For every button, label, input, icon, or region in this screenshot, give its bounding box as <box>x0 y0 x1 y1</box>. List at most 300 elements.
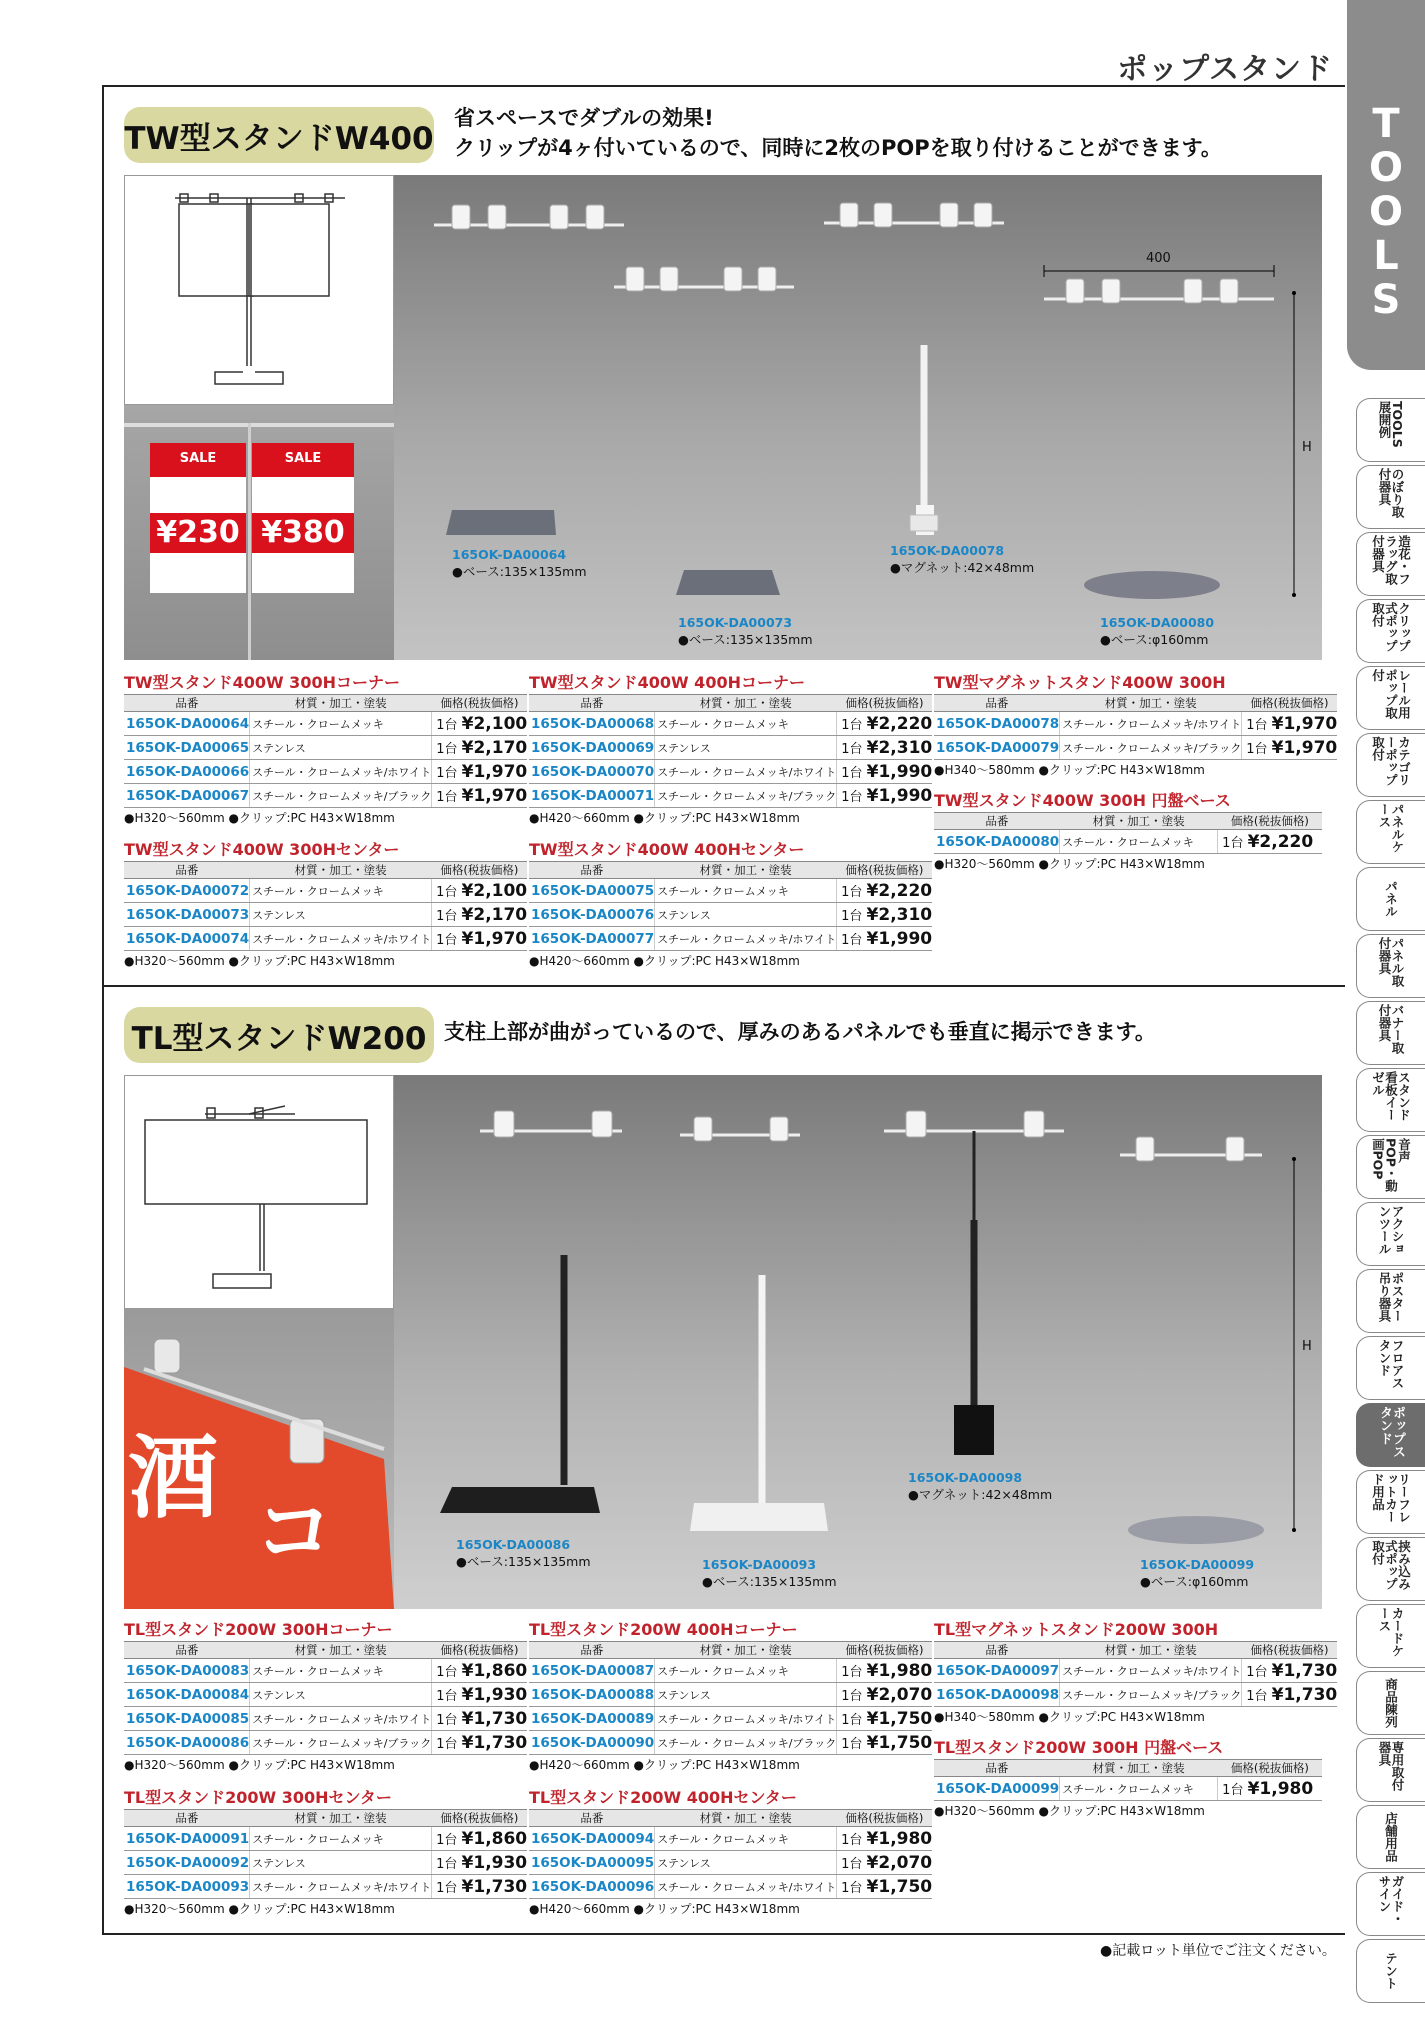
table-row <box>529 736 932 760</box>
tl-usage-photo <box>124 1309 394 1609</box>
price-cell <box>432 1731 528 1755</box>
product-photo <box>394 1075 1322 1609</box>
col-header-material: 材質・加工・塗装 <box>1060 1642 1242 1659</box>
price-table <box>934 1641 1337 1707</box>
index-tab[interactable]: TOOLS展開例 <box>1356 398 1425 462</box>
price-table-title: TL型スタンド200W 300Hセンター <box>124 1788 392 1807</box>
product-code: 165OK-DA00070 <box>529 760 655 784</box>
material: スチール・クロームメッキ/ブラック <box>1060 736 1242 760</box>
unit: 1台 <box>841 1856 863 1872</box>
col-header-price: 価格(税抜価格) <box>432 695 528 712</box>
col-header-price: 価格(税抜価格) <box>432 1810 528 1827</box>
col-header-material: 材質・加工・塗装 <box>655 1642 837 1659</box>
product-code: 165OK-DA00088 <box>529 1683 655 1707</box>
index-tab[interactable]: スタンド看板イーゼル <box>1356 1068 1425 1132</box>
index-tab[interactable]: レール用ポップ取付 <box>1356 666 1425 730</box>
table-row <box>529 784 932 808</box>
col-header-code: 品番 <box>934 813 1060 830</box>
col-header-material: 材質・加工・塗装 <box>250 1642 432 1659</box>
svg-text:酒: 酒 <box>128 1426 218 1531</box>
product-code: 165OK-DA00097 <box>934 1659 1060 1683</box>
stand-tw-2 <box>614 267 794 595</box>
unit: 1台 <box>841 884 863 900</box>
price-cell <box>432 712 528 736</box>
product-code: 165OK-DA00064 <box>124 712 250 736</box>
unit: 1台 <box>436 1712 458 1728</box>
unit: 1台 <box>436 1856 458 1872</box>
spec-note: ●H320〜560mm ●クリップ:PC H43×W18mm <box>124 954 395 968</box>
col-header-price: 価格(税抜価格) <box>432 1642 528 1659</box>
price-table-title: TL型スタンド200W 400Hコーナー <box>529 1620 798 1639</box>
product-spec-label: ●マグネット:42×48mm <box>908 1487 1053 1502</box>
col-header-price: 価格(税抜価格) <box>1242 695 1338 712</box>
tl-stand-drawing <box>125 1076 395 1310</box>
product-code: 165OK-DA00075 <box>529 879 655 903</box>
section-title: TL型スタンドW200 <box>124 1007 434 1063</box>
price-cell <box>837 760 933 784</box>
index-tab[interactable]: カテゴリーポップ取付 <box>1356 733 1425 797</box>
price-cell <box>837 1731 933 1755</box>
table-row <box>529 760 932 784</box>
price: ¥1,730 <box>461 1876 528 1897</box>
product-code: 165OK-DA00092 <box>124 1851 250 1875</box>
spec-note: ●H420〜660mm ●クリップ:PC H43×W18mm <box>529 1758 800 1772</box>
col-header-code: 品番 <box>124 1810 250 1827</box>
price: ¥2,220 <box>866 880 933 901</box>
table-row <box>124 1683 527 1707</box>
product-code: 165OK-DA00079 <box>934 736 1060 760</box>
unit: 1台 <box>436 884 458 900</box>
tools-label-char: O <box>1368 145 1403 191</box>
product-spec-label: ●ベース:φ160mm <box>1100 632 1209 647</box>
product-code: 165OK-DA00084 <box>124 1683 250 1707</box>
index-tab[interactable]: パネル取付器具 <box>1356 934 1425 998</box>
price: ¥1,930 <box>461 1684 528 1705</box>
material: ステンレス <box>250 736 432 760</box>
price-table-block <box>529 672 933 827</box>
price: ¥1,970 <box>1271 713 1338 734</box>
price: ¥1,980 <box>1247 1778 1314 1799</box>
index-tab[interactable]: テント <box>1356 1939 1425 2003</box>
table-row <box>529 1827 932 1851</box>
index-tab[interactable]: 音声POP・動画POP <box>1356 1135 1425 1199</box>
price-cell <box>432 927 528 951</box>
product-code: 165OK-DA00096 <box>529 1875 655 1899</box>
index-tab[interactable]: フロアスタンド <box>1356 1336 1425 1400</box>
price-cell <box>837 1875 933 1899</box>
price-table <box>124 861 527 951</box>
material: スチール・クロームメッキ/ホワイト <box>655 1875 837 1899</box>
product-code: 165OK-DA00098 <box>934 1683 1060 1707</box>
unit: 1台 <box>1246 717 1268 733</box>
price-table-title: TL型スタンド200W 300H 円盤ベース <box>934 1738 1224 1757</box>
col-header-material: 材質・加工・塗装 <box>1060 1760 1218 1777</box>
price: ¥1,990 <box>866 785 933 806</box>
col-header-price: 価格(税抜価格) <box>1218 813 1322 830</box>
material: スチール・クロームメッキ <box>655 1659 837 1683</box>
price-cell <box>837 927 933 951</box>
material: ステンレス <box>250 903 432 927</box>
material: スチール・クロームメッキ/ホワイト <box>250 1875 432 1899</box>
table-row <box>124 736 527 760</box>
price: ¥1,980 <box>866 1828 933 1849</box>
col-header-material: 材質・加工・塗装 <box>250 695 432 712</box>
price: ¥2,310 <box>866 737 933 758</box>
price-table-block <box>124 839 528 970</box>
price: ¥2,100 <box>461 880 528 901</box>
unit: 1台 <box>1222 835 1244 851</box>
price: ¥2,170 <box>461 904 528 925</box>
table-row <box>934 736 1337 760</box>
product-code: 165OK-DA00080 <box>934 830 1060 854</box>
product-code: 165OK-DA00069 <box>529 736 655 760</box>
material: ステンレス <box>655 736 837 760</box>
price: ¥1,970 <box>1271 737 1338 758</box>
catchcopy-line: 省スペースでダブルの効果! <box>454 106 714 130</box>
price-cell <box>837 1707 933 1731</box>
index-tab[interactable]: リーフレットカード用品 <box>1356 1470 1425 1534</box>
tl-stands-photo <box>394 1075 1322 1609</box>
tools-label-char: S <box>1371 277 1401 323</box>
price-cell <box>432 879 528 903</box>
product-code-label: 165OK-DA00098 <box>908 1470 1023 1485</box>
material: スチール・クロームメッキ/ブラック <box>250 1731 432 1755</box>
unit: 1台 <box>436 741 458 757</box>
unit: 1台 <box>436 1664 458 1680</box>
table-row <box>124 927 527 951</box>
page-header <box>0 0 1345 90</box>
price-table-block <box>529 1787 933 1918</box>
table-row <box>529 1707 932 1731</box>
price-table-block <box>529 839 933 970</box>
price-table <box>124 1641 527 1755</box>
material: ステンレス <box>655 1683 837 1707</box>
price-cell <box>432 903 528 927</box>
table-row <box>934 1683 1337 1707</box>
price-table <box>529 694 932 808</box>
unit: 1台 <box>841 741 863 757</box>
price: ¥1,930 <box>461 1852 528 1873</box>
index-tab[interactable]: 店舗用品 <box>1356 1805 1425 1869</box>
price-cell <box>432 760 528 784</box>
product-code: 165OK-DA00071 <box>529 784 655 808</box>
col-header-code: 品番 <box>934 1760 1060 1777</box>
unit: 1台 <box>436 765 458 781</box>
price-cell <box>432 1659 528 1683</box>
price-table <box>529 1809 932 1899</box>
price: ¥1,990 <box>866 928 933 949</box>
price-cell <box>837 784 933 808</box>
table-row <box>529 927 932 951</box>
index-tab[interactable]: 造花・フラッグ取付器具 <box>1356 532 1425 596</box>
price-cell <box>837 736 933 760</box>
product-code: 165OK-DA00067 <box>124 784 250 808</box>
material: スチール・クロームメッキ <box>655 879 837 903</box>
price-table <box>934 1759 1322 1801</box>
col-header-code: 品番 <box>934 1642 1060 1659</box>
col-header-material: 材質・加工・塗装 <box>1060 695 1242 712</box>
product-code: 165OK-DA00093 <box>124 1875 250 1899</box>
table-row <box>529 1731 932 1755</box>
col-header-price: 価格(税抜価格) <box>1218 1760 1322 1777</box>
col-header-material: 材質・加工・塗装 <box>1060 813 1218 830</box>
table-row <box>124 784 527 808</box>
spec-note: ●H340〜580mm ●クリップ:PC H43×W18mm <box>934 763 1205 777</box>
product-code: 165OK-DA00068 <box>529 712 655 736</box>
material: スチール・クロームメッキ <box>655 712 837 736</box>
material: スチール・クロームメッキ/ホワイト <box>1060 1659 1242 1683</box>
unit: 1台 <box>841 765 863 781</box>
col-header-material: 材質・加工・塗装 <box>655 862 837 879</box>
tl-stand-section <box>102 985 1345 1935</box>
unit: 1台 <box>841 932 863 948</box>
price-table <box>124 1809 527 1899</box>
price-cell <box>432 1875 528 1899</box>
price-table-block <box>934 1737 1322 1820</box>
spec-note: ●H420〜660mm ●クリップ:PC H43×W18mm <box>529 1902 800 1916</box>
product-code: 165OK-DA00073 <box>124 903 250 927</box>
price: ¥1,730 <box>461 1732 528 1753</box>
sale-pop-card <box>150 443 246 593</box>
section-catchcopy <box>454 103 1222 163</box>
col-header-code: 品番 <box>124 862 250 879</box>
price: ¥1,750 <box>866 1708 933 1729</box>
table-row <box>529 1851 932 1875</box>
tw-stand-drawing <box>125 176 395 406</box>
unit: 1台 <box>841 1712 863 1728</box>
table-row <box>529 879 932 903</box>
unit: 1台 <box>841 1688 863 1704</box>
price: ¥2,170 <box>461 737 528 758</box>
price-cell <box>432 736 528 760</box>
tools-label-char: L <box>1373 233 1399 279</box>
table-row <box>934 830 1322 854</box>
category-title: ポップスタンド <box>1117 52 1333 87</box>
price-table-title: TW型スタンド400W 400Hセンター <box>529 840 805 859</box>
usage-photo <box>124 1309 394 1609</box>
index-tab[interactable]: ガイド・サイン <box>1356 1872 1425 1936</box>
stand-tl-1 <box>440 1111 622 1513</box>
price: ¥2,310 <box>866 904 933 925</box>
product-code: 165OK-DA00091 <box>124 1827 250 1851</box>
price-cell <box>1242 1659 1338 1683</box>
price: ¥2,220 <box>866 713 933 734</box>
col-header-price: 価格(税抜価格) <box>837 1810 933 1827</box>
price: ¥2,070 <box>866 1852 933 1873</box>
unit: 1台 <box>436 1688 458 1704</box>
sale-price: ¥380 <box>252 513 354 553</box>
price-table-title: TL型スタンド200W 300Hコーナー <box>124 1620 393 1639</box>
material: スチール・クロームメッキ/ブラック <box>250 784 432 808</box>
product-code-label: 165OK-DA00086 <box>456 1537 571 1552</box>
tools-tab-header <box>1347 0 1425 370</box>
price-table-title: TW型スタンド400W 300Hセンター <box>124 840 400 859</box>
table-row <box>124 1827 527 1851</box>
price-cell <box>837 1659 933 1683</box>
material: スチール・クロームメッキ/ホワイト <box>250 760 432 784</box>
material: スチール・クロームメッキ <box>250 1659 432 1683</box>
unit: 1台 <box>841 1664 863 1680</box>
index-tab[interactable]: 商品陳列 <box>1356 1671 1425 1735</box>
product-code: 165OK-DA00083 <box>124 1659 250 1683</box>
product-code: 165OK-DA00089 <box>529 1707 655 1731</box>
price-table-title: TW型スタンド400W 300H 円盤ベース <box>934 791 1231 810</box>
product-code: 165OK-DA00065 <box>124 736 250 760</box>
spec-note: ●H320〜560mm ●クリップ:PC H43×W18mm <box>124 1902 395 1916</box>
price: ¥1,730 <box>1271 1660 1338 1681</box>
unit: 1台 <box>841 1880 863 1896</box>
index-tab[interactable]: カードケース <box>1356 1604 1425 1668</box>
price-table <box>529 1641 932 1755</box>
index-tab[interactable]: アクションツール <box>1356 1202 1425 1266</box>
product-spec-label: ●ベース:φ160mm <box>1140 1574 1249 1589</box>
price: ¥2,070 <box>866 1684 933 1705</box>
price-cell <box>1242 712 1338 736</box>
product-code-label: 165OK-DA00078 <box>890 543 1005 558</box>
product-spec-label: ●ベース:135×135mm <box>702 1574 837 1589</box>
product-code: 165OK-DA00095 <box>529 1851 655 1875</box>
spec-note: ●H320〜560mm ●クリップ:PC H43×W18mm <box>124 811 395 825</box>
col-header-code: 品番 <box>529 862 655 879</box>
col-header-code: 品番 <box>934 695 1060 712</box>
unit: 1台 <box>841 1736 863 1752</box>
price-cell <box>837 1683 933 1707</box>
price-cell <box>432 1683 528 1707</box>
col-header-price: 価格(税抜価格) <box>837 1642 933 1659</box>
table-row <box>529 1659 932 1683</box>
svg-text:コ: コ <box>254 1485 334 1578</box>
price-cell <box>837 712 933 736</box>
price-table-block <box>124 1787 528 1918</box>
unit: 1台 <box>1222 1782 1244 1798</box>
tw-stands-photo <box>394 175 1322 660</box>
section-catchcopy: 支柱上部が曲がっているので、厚みのあるパネルでも垂直に掲示できます。 <box>444 1020 1156 1044</box>
material: ステンレス <box>655 903 837 927</box>
material: スチール・クロームメッキ/ホワイト <box>655 760 837 784</box>
product-code: 165OK-DA00078 <box>934 712 1060 736</box>
index-tab[interactable]: ポスター吊り器具 <box>1356 1269 1425 1333</box>
price-cell <box>1218 1777 1322 1801</box>
table-row <box>124 1707 527 1731</box>
table-row <box>124 712 527 736</box>
price-cell <box>837 1827 933 1851</box>
tools-label-char: T <box>1372 101 1400 147</box>
section-title: TW型スタンドW400 <box>124 107 434 163</box>
price: ¥1,750 <box>866 1732 933 1753</box>
col-header-price: 価格(税抜価格) <box>1242 1642 1338 1659</box>
width-dimension: 400 <box>1146 251 1171 266</box>
unit: 1台 <box>841 1832 863 1848</box>
sale-text: SALE <box>179 451 217 466</box>
unit: 1台 <box>436 1832 458 1848</box>
table-row <box>934 1777 1322 1801</box>
price-table-block <box>934 1619 1338 1726</box>
footer-note: ●記載ロット単位でご注文ください。 <box>1100 1943 1336 1959</box>
spec-note: ●H420〜660mm ●クリップ:PC H43×W18mm <box>529 811 800 825</box>
table-row <box>124 1659 527 1683</box>
material: スチール・クロームメッキ/ホワイト <box>250 1707 432 1731</box>
col-header-material: 材質・加工・塗装 <box>655 695 837 712</box>
section-bottom-rule <box>102 1933 1345 1935</box>
product-code: 165OK-DA00086 <box>124 1731 250 1755</box>
spec-note: ●H340〜580mm ●クリップ:PC H43×W18mm <box>934 1710 1205 1724</box>
price-table <box>124 694 527 808</box>
price-cell <box>837 879 933 903</box>
height-dimension: H <box>1302 1339 1312 1354</box>
product-code: 165OK-DA00099 <box>934 1777 1060 1801</box>
index-tab[interactable]: 挟み込み式ポップ取付 <box>1356 1537 1425 1601</box>
product-spec-label: ●ベース:135×135mm <box>452 564 587 579</box>
product-spec-label: ●ベース:135×135mm <box>456 1554 591 1569</box>
price: ¥1,860 <box>461 1660 528 1681</box>
material: スチール・クロームメッキ <box>250 879 432 903</box>
table-row <box>124 1875 527 1899</box>
stand-tw-1 <box>434 205 624 535</box>
col-header-price: 価格(税抜価格) <box>837 695 933 712</box>
stand-tl-4 <box>1120 1137 1296 1544</box>
product-code: 165OK-DA00077 <box>529 927 655 951</box>
price: ¥2,100 <box>461 713 528 734</box>
index-tab[interactable]: パネル <box>1356 867 1425 931</box>
material: スチール・クロームメッキ/ブラック <box>655 1731 837 1755</box>
material: スチール・クロームメッキ/ホワイト <box>1060 712 1242 736</box>
index-tab[interactable]: パネルケース <box>1356 800 1425 864</box>
index-tab[interactable]: クリップ式ポップ取付 <box>1356 599 1425 663</box>
index-tab[interactable]: のぼり取付器具 <box>1356 465 1425 529</box>
material: スチール・クロームメッキ/ホワイト <box>655 1707 837 1731</box>
price-cell <box>432 1827 528 1851</box>
stand-tw-4 <box>1044 265 1296 599</box>
material: スチール・クロームメッキ/ホワイト <box>655 927 837 951</box>
product-code: 165OK-DA00074 <box>124 927 250 951</box>
col-header-material: 材質・加工・塗装 <box>250 862 432 879</box>
product-code: 165OK-DA00066 <box>124 760 250 784</box>
price-table-title: TW型スタンド400W 300Hコーナー <box>124 673 400 692</box>
price: ¥1,750 <box>866 1876 933 1897</box>
unit: 1台 <box>1246 741 1268 757</box>
table-row <box>934 1659 1337 1683</box>
unit: 1台 <box>436 1736 458 1752</box>
tools-label <box>1347 102 1425 322</box>
col-header-price: 価格(税抜価格) <box>837 862 933 879</box>
stand-tl-3 <box>884 1111 1064 1455</box>
table-row <box>934 712 1337 736</box>
sale-price: ¥230 <box>150 513 246 553</box>
tw-stand-section <box>102 85 1345 985</box>
price-table <box>934 812 1322 854</box>
stand-diagram <box>124 175 394 405</box>
price-cell <box>432 1707 528 1731</box>
stand-tw-3 <box>824 203 1004 535</box>
price: ¥1,990 <box>866 761 933 782</box>
spec-note: ●H320〜560mm ●クリップ:PC H43×W18mm <box>124 1758 395 1772</box>
product-code: 165OK-DA00076 <box>529 903 655 927</box>
unit: 1台 <box>1246 1664 1268 1680</box>
index-tab[interactable]: 専用取付器具 <box>1356 1738 1425 1802</box>
col-header-code: 品番 <box>124 695 250 712</box>
price: ¥1,730 <box>1271 1684 1338 1705</box>
price: ¥2,220 <box>1247 831 1314 852</box>
product-code: 165OK-DA00072 <box>124 879 250 903</box>
unit: 1台 <box>841 717 863 733</box>
index-tab[interactable]: バナー取付器具 <box>1356 1001 1425 1065</box>
table-row <box>529 1875 932 1899</box>
index-tab[interactable]: ポップスタンド <box>1356 1403 1425 1467</box>
price-cell <box>1242 736 1338 760</box>
product-spec-label: ●マグネット:42×48mm <box>890 560 1035 575</box>
material: スチール・クロームメッキ <box>1060 830 1218 854</box>
price-table <box>934 694 1337 760</box>
